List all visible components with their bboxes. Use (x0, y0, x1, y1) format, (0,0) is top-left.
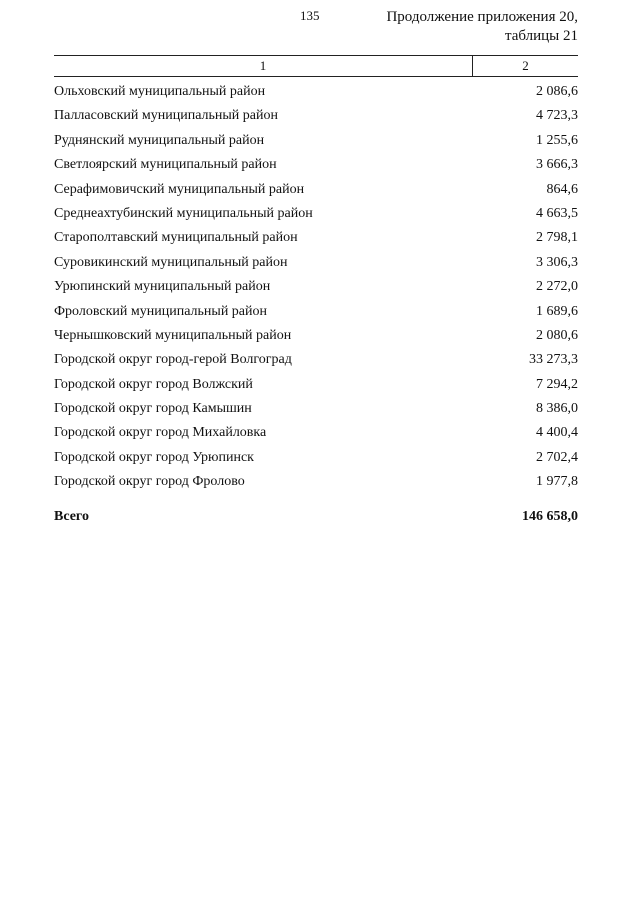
table-row (54, 226, 578, 250)
table-header (54, 55, 578, 77)
page-number: 135 (300, 8, 320, 23)
row-name: Городской округ город Волжский (54, 376, 253, 392)
row-value: 4 400,4 (536, 425, 578, 441)
column-header-1: 1 (54, 56, 473, 76)
table-row (54, 153, 578, 177)
row-name: Городской округ город Фролово (54, 474, 245, 490)
row-value: 33 273,3 (529, 352, 578, 368)
table-row (54, 348, 578, 372)
row-name: Урюпинский муниципальный район (54, 279, 271, 295)
row-value: 2 272,0 (536, 279, 578, 295)
table-row (54, 80, 578, 104)
continuation-line-1: Продолжение приложения 20, (386, 9, 578, 25)
row-name: Чернышковский муниципальный район (54, 327, 292, 343)
total-label: Всего (54, 509, 89, 524)
table-row (54, 275, 578, 299)
column-header-2: 2 (522, 58, 529, 73)
row-value: 3 306,3 (536, 254, 578, 270)
row-name: Городской округ город-герой Волгоград (54, 352, 292, 368)
row-name: Старополтавский муниципальный район (54, 230, 298, 246)
row-name: Светлоярский муниципальный район (54, 157, 277, 173)
total-value: 146 658,0 (522, 509, 578, 524)
row-name: Руднянский муниципальный район (54, 132, 265, 148)
row-value: 2 798,1 (536, 230, 578, 246)
table-row (54, 202, 578, 226)
row-name: Городской округ город Михайловка (54, 425, 267, 441)
row-name: Серафимовичский муниципальный район (54, 181, 305, 197)
row-value: 2 702,4 (536, 449, 578, 465)
row-name: Фроловский муниципальный район (54, 303, 268, 319)
row-value: 4 663,5 (536, 205, 578, 221)
table-row (54, 104, 578, 128)
row-name: Городской округ город Камышин (54, 401, 252, 417)
table-row (54, 300, 578, 324)
table-row (54, 178, 578, 202)
table-row (54, 446, 578, 470)
continuation-note (386, 8, 578, 46)
row-value: 2 086,6 (536, 84, 578, 99)
table-row (54, 470, 578, 494)
row-value: 1 255,6 (536, 132, 578, 148)
row-name: Палласовский муниципальный район (54, 108, 278, 124)
row-name: Городской округ город Урюпинск (54, 449, 254, 465)
table-body (54, 80, 578, 495)
table-row (54, 421, 578, 445)
row-value: 1 977,8 (536, 474, 578, 490)
table-row (54, 251, 578, 275)
row-name: Ольховский муниципальный район (54, 84, 266, 99)
row-value: 4 723,3 (536, 108, 578, 124)
row-value: 2 080,6 (536, 327, 578, 343)
table-row (54, 324, 578, 348)
row-name: Суровикинский муниципальный район (54, 254, 288, 270)
table-row (54, 129, 578, 153)
row-value: 864,6 (546, 181, 578, 197)
table-row (54, 373, 578, 397)
row-value: 1 689,6 (536, 303, 578, 319)
continuation-line-2: таблицы 21 (504, 28, 578, 44)
row-value: 3 666,3 (536, 157, 578, 173)
row-value: 8 386,0 (536, 401, 578, 417)
table-row (54, 397, 578, 421)
row-name: Среднеахтубинский муниципальный район (54, 205, 313, 221)
total-row (54, 506, 578, 528)
row-value: 7 294,2 (536, 376, 578, 392)
